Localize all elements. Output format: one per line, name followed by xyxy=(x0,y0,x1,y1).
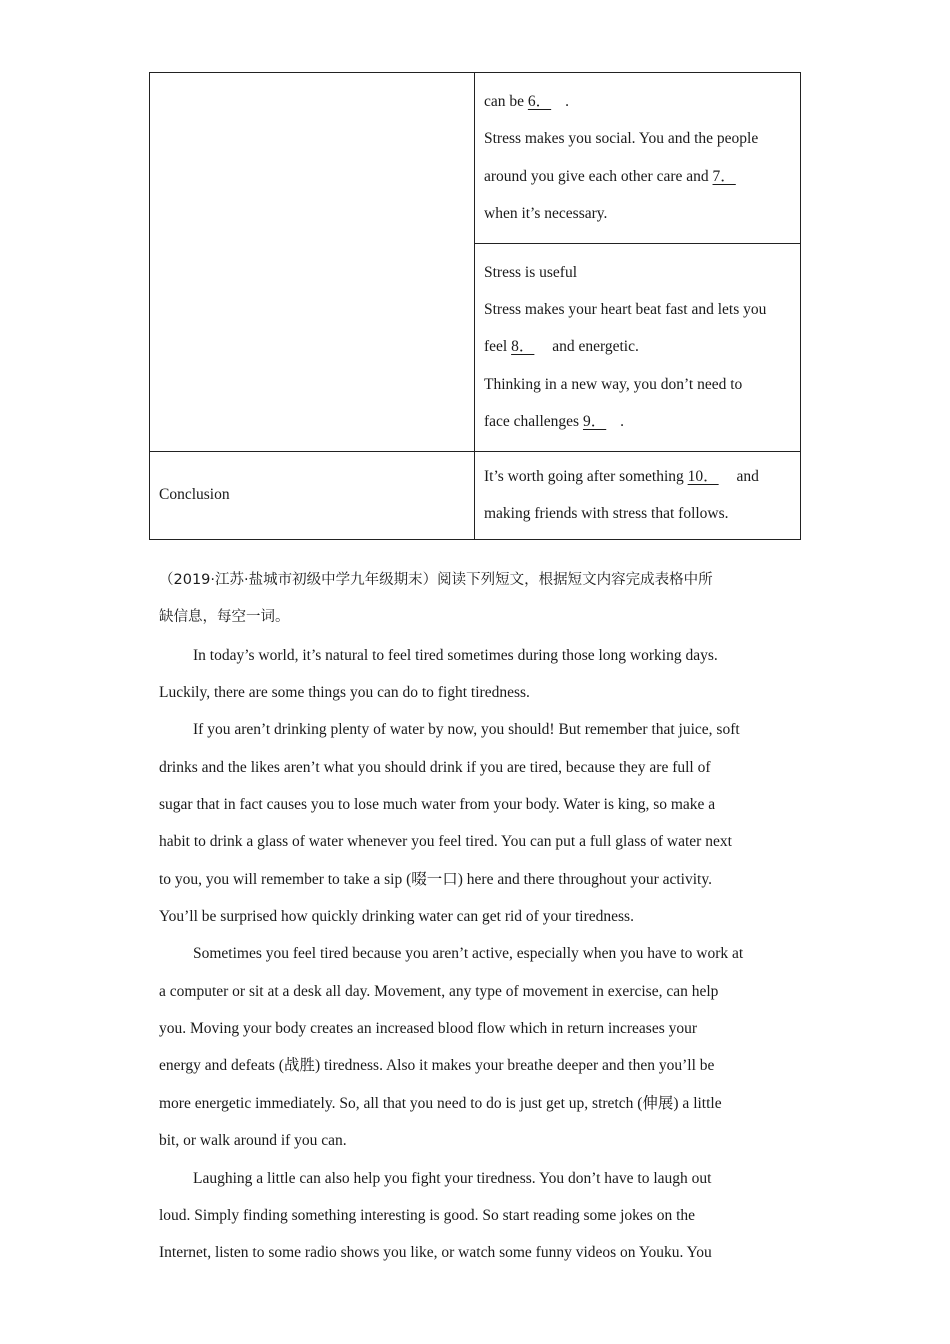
paragraph-line: habit to drink a glass of water whenever you feel tired. You can put a full glass of water next xyxy=(159,833,732,851)
blank-9: 9． xyxy=(582,413,607,431)
blank-7: 7． xyxy=(712,167,736,185)
paragraph-line: bit, or walk around if you can. xyxy=(159,1132,347,1150)
exercise-table xyxy=(149,72,801,540)
paragraph-line: You’ll be surprised how quickly drinking water can get rid of your tiredness. xyxy=(159,908,634,926)
text-span: around you give each other care and xyxy=(484,167,713,185)
table-line: making friends with stress that follows. xyxy=(484,505,729,523)
table-line xyxy=(484,403,791,440)
blank-10: 10． xyxy=(687,467,719,485)
text-span: and xyxy=(732,467,759,485)
instruction-line: （2019·江苏·盐城市初级中学九年级期末）阅读下列短文，根据短文内容完成表格中所 xyxy=(159,572,713,588)
table-cell xyxy=(475,243,801,451)
conclusion-label-cell xyxy=(150,451,475,539)
table-line xyxy=(484,83,791,120)
text-span: face challenges xyxy=(484,413,583,431)
blank-8: 8． xyxy=(511,338,535,356)
paragraph-line: sugar that in fact causes you to lose much water from your body. Water is king, so make a xyxy=(159,796,716,814)
paragraph-line: you. Moving your body creates an increased blood flow which in return increases your xyxy=(159,1020,698,1038)
paragraph-line: loud. Simply finding something interesting is good. So start reading some jokes on the xyxy=(159,1206,695,1224)
paragraph-line: Luckily, there are some things you can do to fight tiredness. xyxy=(159,684,530,702)
table-line xyxy=(484,458,791,495)
passage-body xyxy=(159,562,799,1272)
table-row xyxy=(150,73,801,244)
table-line: when it’s necessary. xyxy=(484,205,608,223)
table-cell-empty xyxy=(150,73,475,452)
table-row xyxy=(150,451,801,539)
paragraph-line: Internet, listen to some radio shows you like, or watch some funny videos on Youku. You xyxy=(159,1244,712,1262)
table-line: Stress makes you social. You and the people xyxy=(484,130,759,148)
table-line: Thinking in a new way, you don’t need to xyxy=(484,375,743,393)
text-span: and energetic. xyxy=(548,338,639,356)
text-span: It’s worth going after something xyxy=(484,467,688,485)
conclusion-label: Conclusion xyxy=(159,486,230,504)
table-cell xyxy=(475,451,801,539)
paragraph-line: drinks and the likes aren’t what you should drink if you are tired, because they are full of xyxy=(159,758,711,776)
table-cell xyxy=(475,73,801,244)
instruction-line: 缺信息，每空一词。 xyxy=(159,609,290,626)
text-span: . xyxy=(565,93,569,110)
paragraph-line: Sometimes you feel tired because you aren’t active, especially when you have to work at xyxy=(193,945,744,963)
paragraph-line: a computer or sit at a desk all day. Movement, any type of movement in exercise, can help xyxy=(159,982,719,1000)
text-span: can be xyxy=(484,93,528,110)
paragraph-line: more energetic immediately. So, all that you need to do is just get up, stretch (伸展) a little xyxy=(159,1094,722,1112)
table-line: Stress is useful xyxy=(484,263,577,281)
text-span: . xyxy=(620,413,625,431)
paragraph-line: Laughing a little can also help you fight your tiredness. You don’t have to laugh out xyxy=(193,1169,712,1187)
table-line xyxy=(484,328,791,365)
paragraph-line: to you, you will remember to take a sip (啜一口) here and there throughout your activity. xyxy=(159,870,712,888)
text-span: feel xyxy=(484,338,512,356)
table-line xyxy=(484,158,791,195)
paragraph-line: If you aren’t drinking plenty of water by now, you should! But remember that juice, soft xyxy=(193,721,740,739)
paragraph-line: energy and defeats (战胜) tiredness. Also it makes your breathe deeper and then you’ll be xyxy=(159,1057,715,1075)
paragraph-line: In today’s world, it’s natural to feel tired sometimes during those long working days. xyxy=(193,646,718,664)
table-line: Stress makes your heart beat fast and lets you xyxy=(484,301,767,319)
blank-6: 6． xyxy=(527,93,552,110)
